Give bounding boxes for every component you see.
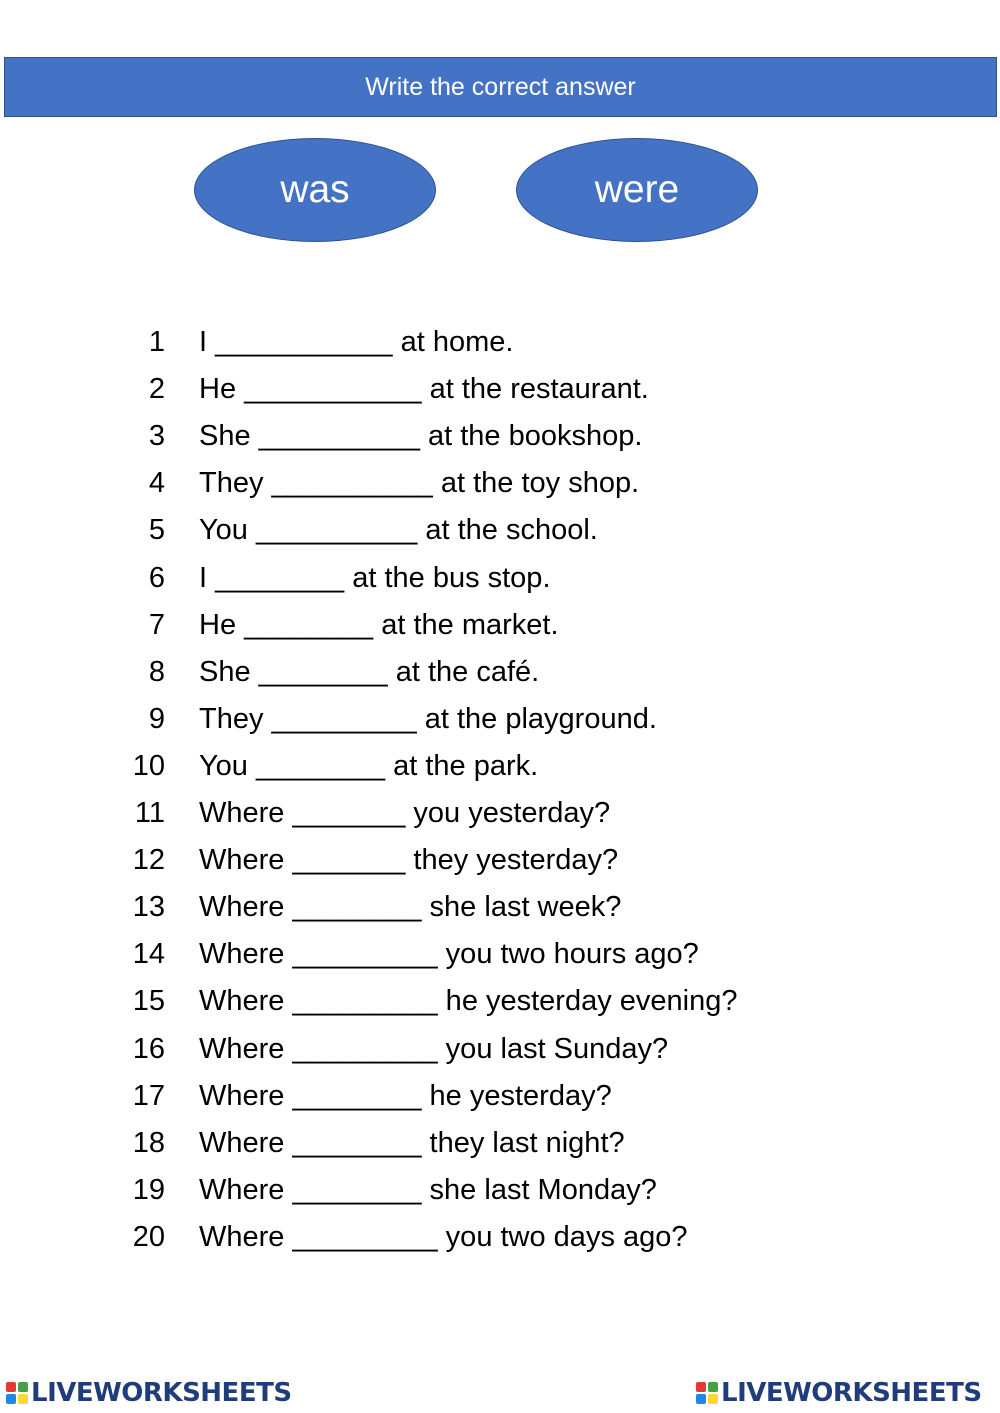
question-text: I ___________ at home. (199, 326, 514, 358)
question-number: 2 (148, 373, 165, 406)
question-row (0, 556, 1000, 603)
question-text: They __________ at the toy shop. (199, 467, 640, 500)
question-text: You ________ at the park. (199, 749, 539, 782)
question-number: 7 (148, 608, 165, 641)
question-number: 17 (132, 1079, 165, 1112)
question-row (0, 885, 1000, 932)
footer-logo-right (696, 1378, 982, 1408)
question-number: 3 (148, 420, 165, 453)
question-text: He ___________ at the restaurant. (199, 373, 649, 406)
question-number: 12 (132, 844, 165, 877)
question-row (0, 838, 1000, 885)
question-number: 14 (132, 938, 165, 971)
question-text: She ________ at the café. (199, 655, 540, 688)
question-text: I ________ at the bus stop. (199, 561, 551, 594)
question-number: 16 (132, 1032, 165, 1065)
question-row (0, 791, 1000, 838)
question-number: 5 (148, 514, 165, 547)
question-text: Where _________ he yesterday evening? (199, 985, 738, 1018)
liveworksheets-logo-icon (696, 1382, 718, 1404)
option-were (516, 138, 758, 242)
question-text: She __________ at the bookshop. (199, 420, 643, 453)
question-text: They _________ at the playground. (199, 702, 657, 735)
question-row (0, 932, 1000, 979)
instruction-banner (4, 57, 997, 117)
question-text: Where _______ they yesterday? (199, 844, 619, 877)
question-row (0, 414, 1000, 461)
question-text: Where _______ you yesterday? (199, 797, 611, 829)
question-row (0, 1074, 1000, 1121)
question-row (0, 744, 1000, 791)
question-row (0, 1121, 1000, 1168)
question-number: 11 (134, 797, 165, 829)
question-row (0, 508, 1000, 555)
option-was (194, 138, 436, 242)
question-row (0, 1215, 1000, 1262)
option-were-label: were (594, 168, 680, 211)
question-text: Where _________ you two days ago? (199, 1220, 688, 1253)
question-number: 13 (132, 891, 165, 924)
question-number: 9 (148, 702, 165, 735)
question-row (0, 320, 1000, 367)
question-number: 18 (132, 1126, 165, 1159)
question-number: 8 (148, 655, 165, 688)
question-row (0, 1027, 1000, 1074)
question-number: 4 (148, 467, 165, 500)
question-text: Where ________ she last week? (199, 891, 622, 924)
question-row (0, 650, 1000, 697)
question-text: Where ________ he yesterday? (199, 1079, 612, 1112)
question-text: Where _________ you last Sunday? (199, 1032, 669, 1065)
footer-logo-left (6, 1378, 292, 1408)
question-text: He ________ at the market. (199, 608, 559, 641)
question-number: 20 (132, 1220, 165, 1253)
brand-name: LIVEWORKSHEETS (31, 1378, 292, 1408)
brand-name: LIVEWORKSHEETS (721, 1378, 982, 1408)
question-text: Where _________ you two hours ago? (199, 938, 699, 971)
question-row (0, 697, 1000, 744)
question-text: Where ________ they last night? (199, 1126, 625, 1159)
question-row (0, 461, 1000, 508)
question-number: 1 (148, 326, 165, 358)
question-number: 15 (132, 985, 165, 1018)
instruction-title: Write the correct answer (365, 72, 636, 101)
question-text: You __________ at the school. (199, 514, 598, 547)
question-number: 6 (148, 561, 165, 594)
question-number: 19 (132, 1173, 165, 1206)
question-text: Where ________ she last Monday? (199, 1173, 657, 1206)
option-was-label: was (280, 168, 350, 211)
liveworksheets-logo-icon (6, 1382, 28, 1404)
question-row (0, 979, 1000, 1026)
question-number: 10 (132, 749, 165, 782)
question-row (0, 1168, 1000, 1215)
question-row (0, 367, 1000, 414)
question-row (0, 603, 1000, 650)
